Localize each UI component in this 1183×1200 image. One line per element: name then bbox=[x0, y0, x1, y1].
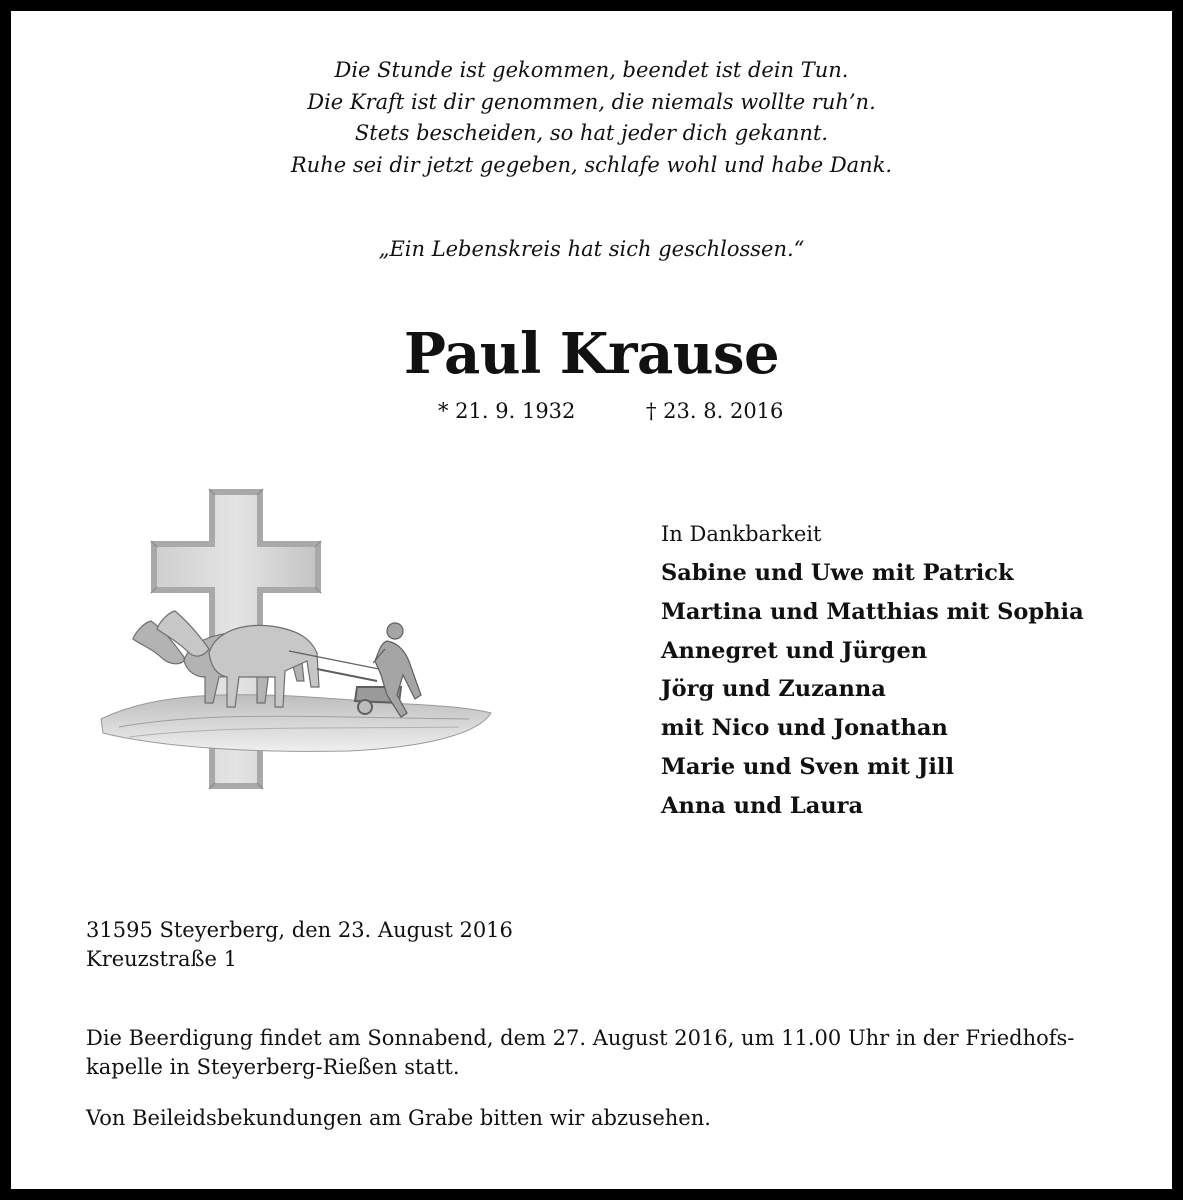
funeral-line: Die Beerdigung findet am Sonnabend, dem 27. August 2016, um 11.00 Uhr in der Friedhofs- bbox=[86, 1026, 1075, 1050]
mourner-name: Annegret und Jürgen bbox=[661, 637, 928, 664]
funeral-notice bbox=[86, 1024, 1156, 1082]
mourners-intro: In Dankbarkeit bbox=[661, 522, 822, 546]
mourner-name: Marie und Sven mit Jill bbox=[661, 753, 955, 780]
poem-line: Ruhe sei dir jetzt gegeben, schlafe wohl und habe Dank. bbox=[290, 152, 893, 177]
street-address: Kreuzstraße 1 bbox=[86, 947, 238, 971]
death-date: † 23. 8. 2016 bbox=[646, 399, 784, 423]
deceased-name: Paul Krause bbox=[403, 321, 780, 387]
motto: „Ein Lebenskreis hat sich geschlossen.“ bbox=[378, 237, 805, 261]
address-block bbox=[86, 916, 513, 974]
mourner-name: mit Nico und Jonathan bbox=[661, 715, 948, 742]
poem-line: Stets bescheiden, so hat jeder dich gekannt. bbox=[354, 121, 829, 145]
condolence-note: Von Beileidsbekundungen am Grabe bitten wir abzusehen. bbox=[86, 1106, 711, 1130]
mourner-name: Anna und Laura bbox=[661, 792, 864, 819]
ground-icon bbox=[101, 695, 491, 752]
mourner-name: Jörg und Zuzanna bbox=[661, 676, 886, 703]
mourner-name: Sabine und Uwe mit Patrick bbox=[661, 560, 1014, 586]
place-and-date: 31595 Steyerberg, den 23. August 2016 bbox=[86, 918, 513, 942]
birth-date: * 21. 9. 1932 bbox=[438, 399, 576, 423]
poem-line: Die Kraft ist dir genommen, die niemals wollte ruh’n. bbox=[307, 89, 876, 114]
poem-line: Die Stunde ist gekommen, beendet ist dein Tun. bbox=[334, 58, 849, 82]
cross-and-plough-illustration bbox=[89, 481, 509, 801]
poem bbox=[11, 55, 1172, 181]
funeral-line: kapelle in Steyerberg-Rießen statt. bbox=[86, 1055, 460, 1079]
mourner-name: Martina und Matthias mit Sophia bbox=[661, 598, 1084, 625]
mourners-section bbox=[661, 522, 1084, 826]
